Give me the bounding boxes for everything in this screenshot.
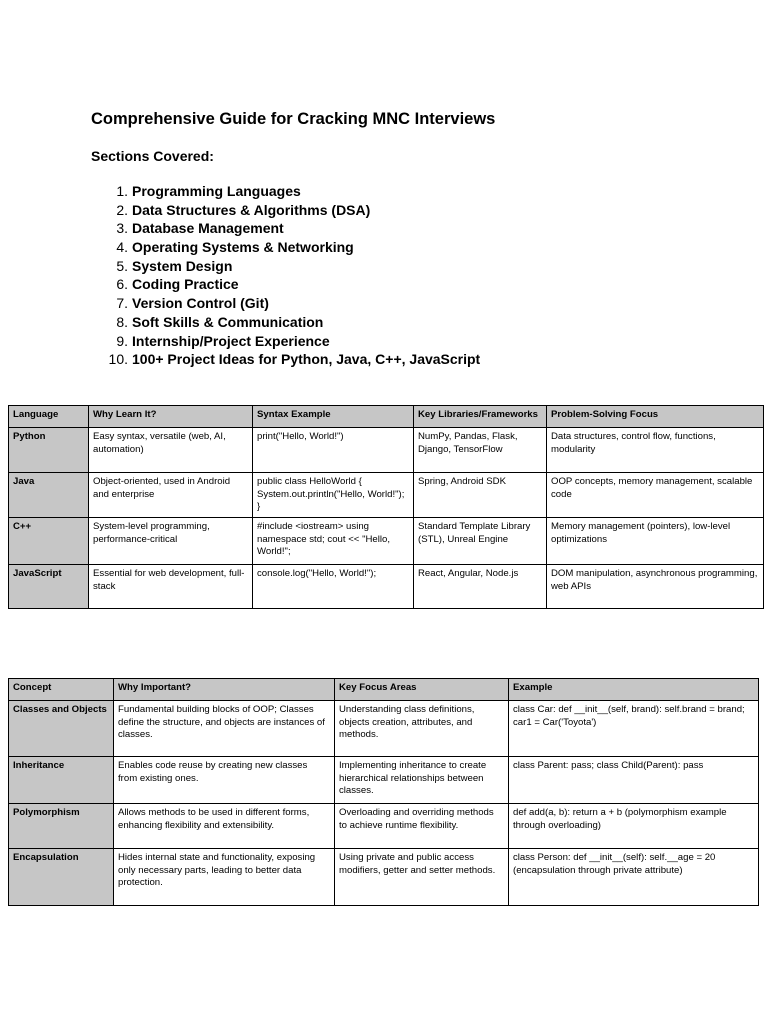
section-number: 2. bbox=[116, 201, 128, 218]
row-label-cell: Inheritance bbox=[9, 757, 114, 804]
table-cell: Memory management (pointers), low-level optimizations bbox=[547, 518, 764, 565]
header-cell-key-libraries: Key Libraries/Frameworks bbox=[414, 406, 547, 428]
table-row bbox=[9, 804, 759, 849]
section-label: Version Control (Git) bbox=[132, 295, 269, 312]
table-cell: class Person: def __init__(self): self.__age = 20 (encapsulation through private attribute) bbox=[509, 849, 759, 906]
section-number: 5. bbox=[116, 257, 128, 274]
table-cell: React, Angular, Node.js bbox=[414, 565, 547, 609]
section-number: 10. bbox=[108, 351, 128, 368]
table-cell: class Parent: pass; class Child(Parent): pass bbox=[509, 757, 759, 804]
header-cell-example: Example bbox=[509, 679, 759, 701]
table-cell: Standard Template Library (STL), Unreal Engine bbox=[414, 518, 547, 565]
table-cell: System-level programming, performance-critical bbox=[89, 518, 253, 565]
section-label: System Design bbox=[132, 257, 233, 274]
section-number: 8. bbox=[116, 313, 128, 330]
table-cell: class Car: def __init__(self, brand): self.brand = brand; car1 = Car('Toyota') bbox=[509, 701, 759, 757]
table-cell: Object-oriented, used in Android and enterprise bbox=[89, 473, 253, 518]
section-item bbox=[91, 332, 480, 351]
table-cell: NumPy, Pandas, Flask, Django, TensorFlow bbox=[414, 428, 547, 473]
section-label: Programming Languages bbox=[132, 183, 301, 199]
section-number: 4. bbox=[116, 239, 128, 256]
table-row bbox=[9, 428, 764, 473]
table-cell: Essential for web development, full-stack bbox=[89, 565, 253, 609]
table-cell: Hides internal state and functionality, exposing only necessary parts, leading to better data protection. bbox=[114, 849, 335, 906]
section-item bbox=[91, 201, 480, 220]
header-cell-language: Language bbox=[9, 406, 89, 428]
table-header-row bbox=[9, 406, 764, 428]
section-number: 9. bbox=[116, 332, 128, 349]
header-cell-why-learn: Why Learn It? bbox=[89, 406, 253, 428]
row-label-cell: C++ bbox=[9, 518, 89, 565]
oop-concepts-table bbox=[8, 678, 759, 906]
table-cell: Overloading and overriding methods to achieve runtime flexibility. bbox=[335, 804, 509, 849]
table-row bbox=[9, 473, 764, 518]
header-cell-concept: Concept bbox=[9, 679, 114, 701]
section-label: Data Structures & Algorithms (DSA) bbox=[132, 201, 371, 218]
sections-list bbox=[91, 182, 480, 369]
section-number: 7. bbox=[116, 295, 128, 312]
section-label: Database Management bbox=[132, 220, 284, 237]
table-cell: Easy syntax, versatile (web, AI, automation) bbox=[89, 428, 253, 473]
row-label-cell: Python bbox=[9, 428, 89, 473]
section-item bbox=[91, 238, 480, 257]
table-cell: console.log("Hello, World!"); bbox=[253, 565, 414, 609]
table-cell: Implementing inheritance to create hierarchical relationships between classes. bbox=[335, 757, 509, 804]
row-label-cell: JavaScript bbox=[9, 565, 89, 609]
table-cell: #include <iostream> using namespace std; cout << "Hello, World!"; bbox=[253, 518, 414, 565]
table-row bbox=[9, 849, 759, 906]
languages-table bbox=[8, 405, 764, 609]
section-item bbox=[91, 257, 480, 276]
row-label-cell: Classes and Objects bbox=[9, 701, 114, 757]
section-item bbox=[91, 294, 480, 313]
table-cell: Understanding class definitions, objects creation, attributes, and methods. bbox=[335, 701, 509, 757]
section-number: 3. bbox=[116, 220, 128, 237]
table-row bbox=[9, 565, 764, 609]
table-cell: public class HelloWorld { System.out.println("Hello, World!"); } bbox=[253, 473, 414, 518]
section-label: Internship/Project Experience bbox=[132, 332, 330, 349]
table-cell: def add(a, b): return a + b (polymorphism example through overloading) bbox=[509, 804, 759, 849]
table-cell: DOM manipulation, asynchronous programming, web APIs bbox=[547, 565, 764, 609]
section-number: 1. bbox=[116, 183, 128, 199]
table-cell: Data structures, control flow, functions, modularity bbox=[547, 428, 764, 473]
table-cell: Spring, Android SDK bbox=[414, 473, 547, 518]
row-label-cell: Polymorphism bbox=[9, 804, 114, 849]
table-cell: Enables code reuse by creating new classes from existing ones. bbox=[114, 757, 335, 804]
section-item bbox=[91, 313, 480, 332]
row-label-cell: Encapsulation bbox=[9, 849, 114, 906]
document-title: Comprehensive Guide for Cracking MNC Interviews bbox=[91, 110, 496, 128]
section-label: Operating Systems & Networking bbox=[132, 239, 354, 256]
sections-heading: Sections Covered: bbox=[91, 148, 214, 164]
table-header-row bbox=[9, 679, 759, 701]
table-row bbox=[9, 518, 764, 565]
table-cell: Using private and public access modifiers, getter and setter methods. bbox=[335, 849, 509, 906]
section-item bbox=[91, 275, 480, 294]
table-cell: OOP concepts, memory management, scalable code bbox=[547, 473, 764, 518]
section-label: 100+ Project Ideas for Python, Java, C++, JavaScript bbox=[132, 351, 481, 368]
header-cell-syntax-example: Syntax Example bbox=[253, 406, 414, 428]
table-row bbox=[9, 701, 759, 757]
header-cell-key-focus-areas: Key Focus Areas bbox=[335, 679, 509, 701]
row-label-cell: Java bbox=[9, 473, 89, 518]
section-item bbox=[91, 219, 480, 238]
section-item bbox=[91, 182, 480, 201]
section-item bbox=[91, 350, 480, 369]
table-row bbox=[9, 757, 759, 804]
section-label: Soft Skills & Communication bbox=[132, 313, 324, 330]
section-number: 6. bbox=[116, 276, 128, 293]
header-cell-why-important: Why Important? bbox=[114, 679, 335, 701]
header-cell-problem-solving: Problem-Solving Focus bbox=[547, 406, 764, 428]
table-cell: Allows methods to be used in different forms, enhancing flexibility and extensibility. bbox=[114, 804, 335, 849]
table-cell: print("Hello, World!") bbox=[253, 428, 414, 473]
section-label: Coding Practice bbox=[132, 276, 239, 293]
table-cell: Fundamental building blocks of OOP; Classes define the structure, and objects are instances of classes. bbox=[114, 701, 335, 757]
